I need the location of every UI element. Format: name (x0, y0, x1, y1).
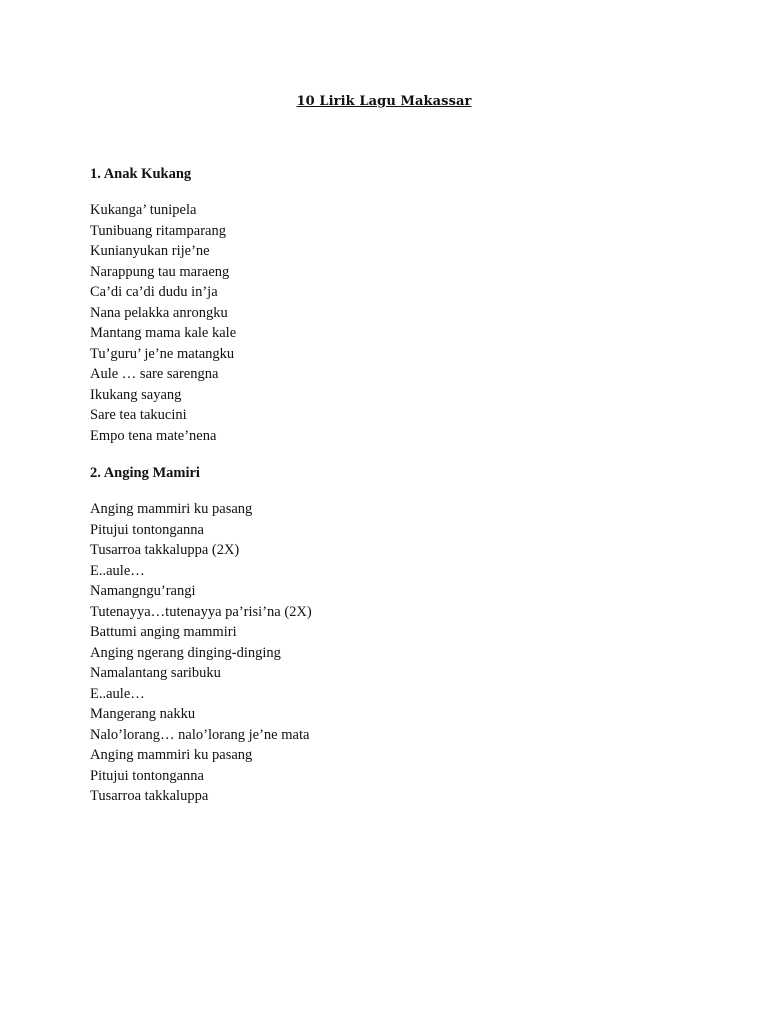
song-anak-kukang (90, 165, 690, 446)
song-heading: 2. Anging Mamiri (90, 465, 200, 481)
lyric-line: Sare tea takucini (90, 407, 187, 423)
lyric-line: Pitujui tontonganna (90, 521, 204, 538)
lyric-line: Nalo’lorang… nalo’lorang je’ne mata (90, 726, 310, 743)
lyric-line: Anging ngerang dinging-dinging (90, 644, 281, 661)
lyric-line: Empo tena mate’nena (90, 427, 217, 444)
lyric-line: Kukanga’ tunipela (90, 202, 197, 218)
lyric-line: Namalantang saribuku (90, 665, 221, 681)
lyric-line: E..aule… (90, 685, 145, 702)
lyrics-list (90, 499, 690, 807)
lyric-line: Anging mammiri ku pasang (90, 501, 253, 517)
lyric-line: Aule … sare sarengna (90, 366, 219, 382)
lyric-line: E..aule… (90, 562, 145, 579)
lyric-line: Anging mammiri ku pasang (90, 747, 253, 763)
lyric-line: Pitujui tontonganna (90, 767, 204, 784)
lyric-line: Battumi anging mammiri (90, 624, 237, 640)
song-heading: 1. Anak Kukang (90, 166, 192, 182)
lyric-line: Nana pelakka anrongku (90, 304, 228, 321)
lyrics-list (90, 200, 690, 446)
lyric-line: Ca’di ca’di dudu in’ja (90, 284, 218, 300)
song-anging-mamiri (90, 464, 690, 807)
lyric-line: Tusarroa takkaluppa (90, 788, 209, 804)
lyric-line: Narappung tau maraeng (90, 263, 230, 280)
lyric-line: Namangngu’rangi (90, 583, 196, 599)
lyric-line: Mantang mama kale kale (90, 325, 237, 341)
lyric-line: Tunibuang ritamparang (90, 222, 226, 239)
document-title: 10 Lirik Lagu Makassar (296, 94, 472, 109)
lyric-line: Kunianyukan rije’ne (90, 243, 210, 259)
lyric-line: Tu’guru’ je’ne matangku (90, 345, 235, 362)
lyric-line: Ikukang sayang (90, 386, 182, 403)
lyric-line: Tusarroa takkaluppa (2X) (90, 542, 240, 558)
lyric-line: Mangerang nakku (90, 706, 196, 722)
lyric-line: Tutenayya…tutenayya pa’risi’na (2X) (90, 603, 312, 620)
